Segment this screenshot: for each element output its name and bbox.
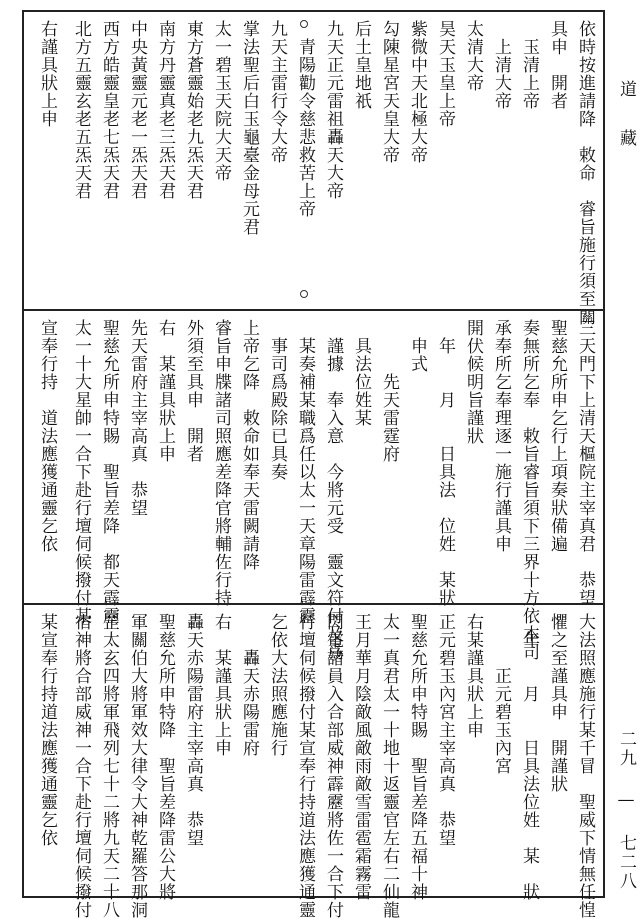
text-column: 宿神將合部威神一合下赴行壇伺候撥付 — [71, 613, 91, 919]
text-column: 乞依大法照應施行 — [267, 613, 287, 757]
text-column: 正元碧玉內宮 — [491, 613, 511, 775]
text-column: 申式 — [407, 319, 427, 373]
text-column: 北方五靈玄老五炁天君 — [71, 20, 91, 200]
text-column: 三天門下上清天樞院主宰真君 恭望 — [575, 319, 595, 607]
text-column: 依時按進請降 敕命 睿旨施行須至關 — [575, 20, 595, 326]
panel-middle — [24, 311, 603, 661]
text-column: 青陽勸令慈悲救苦上帝 — [295, 20, 315, 218]
text-column: 右某謹具狀上申 — [463, 613, 483, 739]
text-column: 軍關伯大將軍效大律令大神乾羅答那洞 — [127, 613, 147, 919]
text-column: 東方蒼靈始老九炁天君 — [183, 20, 203, 200]
text-column: 太清大帝 — [463, 20, 483, 92]
text-column: 聖慈允所申特降 聖旨差降雷公大將 — [155, 613, 175, 901]
text-column: 后土皇地祇 — [351, 20, 371, 110]
text-column: 宣奉行持 道法應獲通靈乞依 — [37, 319, 57, 553]
text-column: 行壇伺候撥付某宣奉行持道法應獲通靈 — [295, 613, 315, 919]
text-column: 聖慈允所申乞行上項奏狀備遍 — [547, 319, 567, 553]
text-column: 太一真君太一十地十返靈官左右二仙龍 — [379, 613, 399, 919]
text-column: 右 某謹具狀上申 — [211, 613, 231, 757]
text-column: 承奉所乞奉理逐一施行謹具申 — [491, 319, 511, 553]
text-column: 睿旨申牒諸司照應差降官將輔佐行持 — [211, 319, 231, 607]
text-column: 九天主雷行令大帝 — [267, 20, 287, 164]
page-frame — [22, 10, 605, 919]
panel-bottom — [24, 605, 603, 919]
text-column: 先天雷霆府 — [379, 319, 399, 463]
text-column: 外須至具申 開者 — [183, 319, 203, 463]
collection-title: 道 藏 — [616, 80, 636, 152]
text-column: 太一十大星帥一合下赴行壇伺候撥付某 — [71, 319, 91, 625]
text-column: 開伏候明旨謹狀 — [463, 319, 483, 445]
text-column: 上清大帝 — [491, 20, 511, 110]
text-column: 正元碧玉內宮主宰高真 恭望 — [435, 613, 455, 847]
text-column: 轟天赤陽雷府主宰高真 恭望 — [183, 613, 203, 847]
page-number: 二九 — 七二八 — [616, 730, 636, 891]
text-column: 懼之至謹具申 開謹狀 — [547, 613, 567, 793]
text-column: 謹據 奉入意 今將元受 靈文符付及爲 — [323, 319, 343, 661]
text-column: 聖慈允所申特賜 聖旨差降五福十神 — [407, 613, 427, 901]
text-column: 玉清上帝 — [519, 20, 539, 110]
text-column: 太一碧玉天院大天帝 — [211, 20, 231, 182]
text-column: 年 月 日具法 位姓 某狀 — [435, 319, 455, 607]
text-column: 右謹具狀上申 — [37, 20, 57, 128]
text-column: 西方皓靈皇老七炁天君 — [99, 20, 119, 200]
text-column: 轟天赤陽雷府 — [239, 613, 259, 757]
text-column: 罡太玄四將軍飛列七十二將九天二十八 — [99, 613, 119, 919]
text-column: 掌法聖后白玉龜臺金母元君 — [239, 20, 259, 236]
text-column: 具申 開者 — [547, 20, 567, 110]
text-column: 奏無所乞奉 敕旨睿旨須下三界十方依本司 — [519, 319, 539, 661]
text-column: 紫微中天北極大帝 — [407, 20, 427, 164]
text-column: 九天正元雷祖轟天大帝 — [323, 20, 343, 200]
text-column: 聖慈允所申特賜 聖旨差降 都天霹靂 — [99, 319, 119, 625]
text-column: 年 月 日具法位姓 某 狀 — [519, 613, 539, 901]
text-column: 某宣奉行持道法應獲通靈乞依 — [37, 613, 57, 847]
text-column: 某奏補某職爲任以太一天章陽雷霹靂 — [295, 319, 315, 625]
text-column: 中央黃靈元老一炁天君 — [127, 20, 147, 200]
text-column: 南方丹靈真老三炁天君 — [155, 20, 175, 200]
text-column: 上帝乞降 敕命如奉天雷闕請降 — [239, 319, 259, 571]
text-column: 具法位姓某 — [351, 319, 371, 427]
text-column: 先天雷府主宰高真 恭望 — [127, 319, 147, 517]
text-column: 大法照應施行某千冒 聖威下情無任惶 — [575, 613, 595, 919]
circle-mark — [300, 290, 308, 298]
text-column: 昊天玉皇上帝 — [435, 20, 455, 128]
text-column: 事司爲殿除已具奏 — [267, 319, 287, 481]
text-column: 王月華月陰敵風敵雨敵雪雷雹霜霧雷 — [351, 613, 371, 901]
panel-top — [24, 12, 603, 326]
text-column: 右 某謹具狀上申 — [155, 319, 175, 463]
text-column: 勾陳星宮天皇大帝 — [379, 20, 399, 164]
text-column: 閃電諸員入合部威神霹靂將佐一合下付 — [323, 613, 343, 919]
